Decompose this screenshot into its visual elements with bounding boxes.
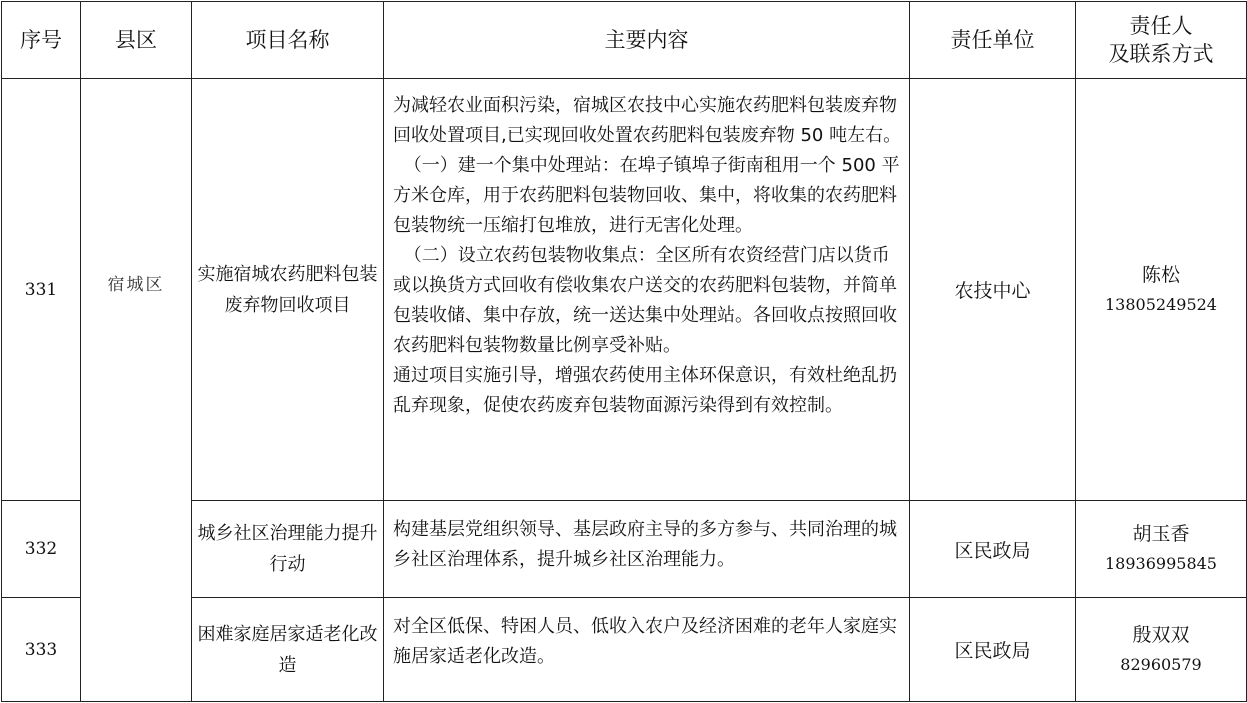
contact-phone: 13805249524 xyxy=(1105,294,1217,314)
contact-cell xyxy=(1076,79,1247,501)
responsible-unit: 区民政局 xyxy=(910,501,1076,598)
county-cell: 宿城区 xyxy=(81,79,192,702)
header-contact xyxy=(1076,2,1247,79)
contact-person: 陈松 xyxy=(1141,263,1180,286)
content-paragraph: （二）设立农药包装物收集点：全区所有农资经营门店以货币或以换货方式回收有偿收集农户送交的农药肥料包装物，并简单包装收储、集中存放，统一送达集中处理站。各回收点按照回收农药肥料包装物数量比例享受补贴。 xyxy=(393,245,897,356)
project-name: 困难家庭居家适老化改造 xyxy=(192,598,384,702)
row-index: 332 xyxy=(2,501,81,598)
contact-cell xyxy=(1076,501,1247,598)
row-index: 331 xyxy=(2,79,81,501)
header-index: 序号 xyxy=(2,2,81,79)
project-name: 实施宿城农药肥料包装废弃物回收项目 xyxy=(192,79,384,501)
header-contact-line2: 及联系方式 xyxy=(1108,42,1214,66)
contact-person: 殷双双 xyxy=(1132,623,1190,646)
responsible-unit: 农技中心 xyxy=(910,79,1076,501)
header-contact-line1: 责任人 xyxy=(1129,14,1193,38)
responsible-unit: 区民政局 xyxy=(910,598,1076,702)
contact-cell xyxy=(1076,598,1247,702)
header-project-name: 项目名称 xyxy=(192,2,384,79)
project-table xyxy=(1,1,1247,702)
row-index: 333 xyxy=(2,598,81,702)
header-main-content: 主要内容 xyxy=(384,2,910,79)
content-paragraph: （一）建一个集中处理站：在埠子镇埠子街南租用一个 500 平方米仓库，用于农药肥料包装物回收、集中，将收集的农药肥料包装物统一压缩打包堆放，进行无害化处理。 xyxy=(393,155,900,236)
contact-phone: 18936995845 xyxy=(1105,554,1217,573)
header-responsible-unit: 责任单位 xyxy=(910,2,1076,79)
project-name: 城乡社区治理能力提升行动 xyxy=(192,501,384,598)
header-row xyxy=(2,2,1247,79)
content-paragraph: 为减轻农业面积污染，宿城区农技中心实施农药肥料包装废弃物回收处置项目,已实现回收处置农药肥料包装废弃物 50 吨左右。 xyxy=(393,95,902,146)
content-paragraph: 对全区低保、特困人员、低收入农户及经济困难的老年人家庭实施居家适老化改造。 xyxy=(393,616,897,667)
header-county: 县区 xyxy=(81,2,192,79)
contact-person: 胡玉香 xyxy=(1132,523,1190,545)
main-content xyxy=(384,598,910,702)
table-row xyxy=(2,79,1247,501)
content-paragraph: 通过项目实施引导，增强农药使用主体环保意识，有效杜绝乱扔乱弃现象，促使农药废弃包装物面源污染得到有效控制。 xyxy=(393,365,897,416)
content-paragraph: 构建基层党组织领导、基层政府主导的多方参与、共同治理的城乡社区治理体系，提升城乡社区治理能力。 xyxy=(393,519,897,570)
main-content xyxy=(384,501,910,598)
contact-phone: 82960579 xyxy=(1120,654,1202,674)
main-content xyxy=(384,79,910,501)
